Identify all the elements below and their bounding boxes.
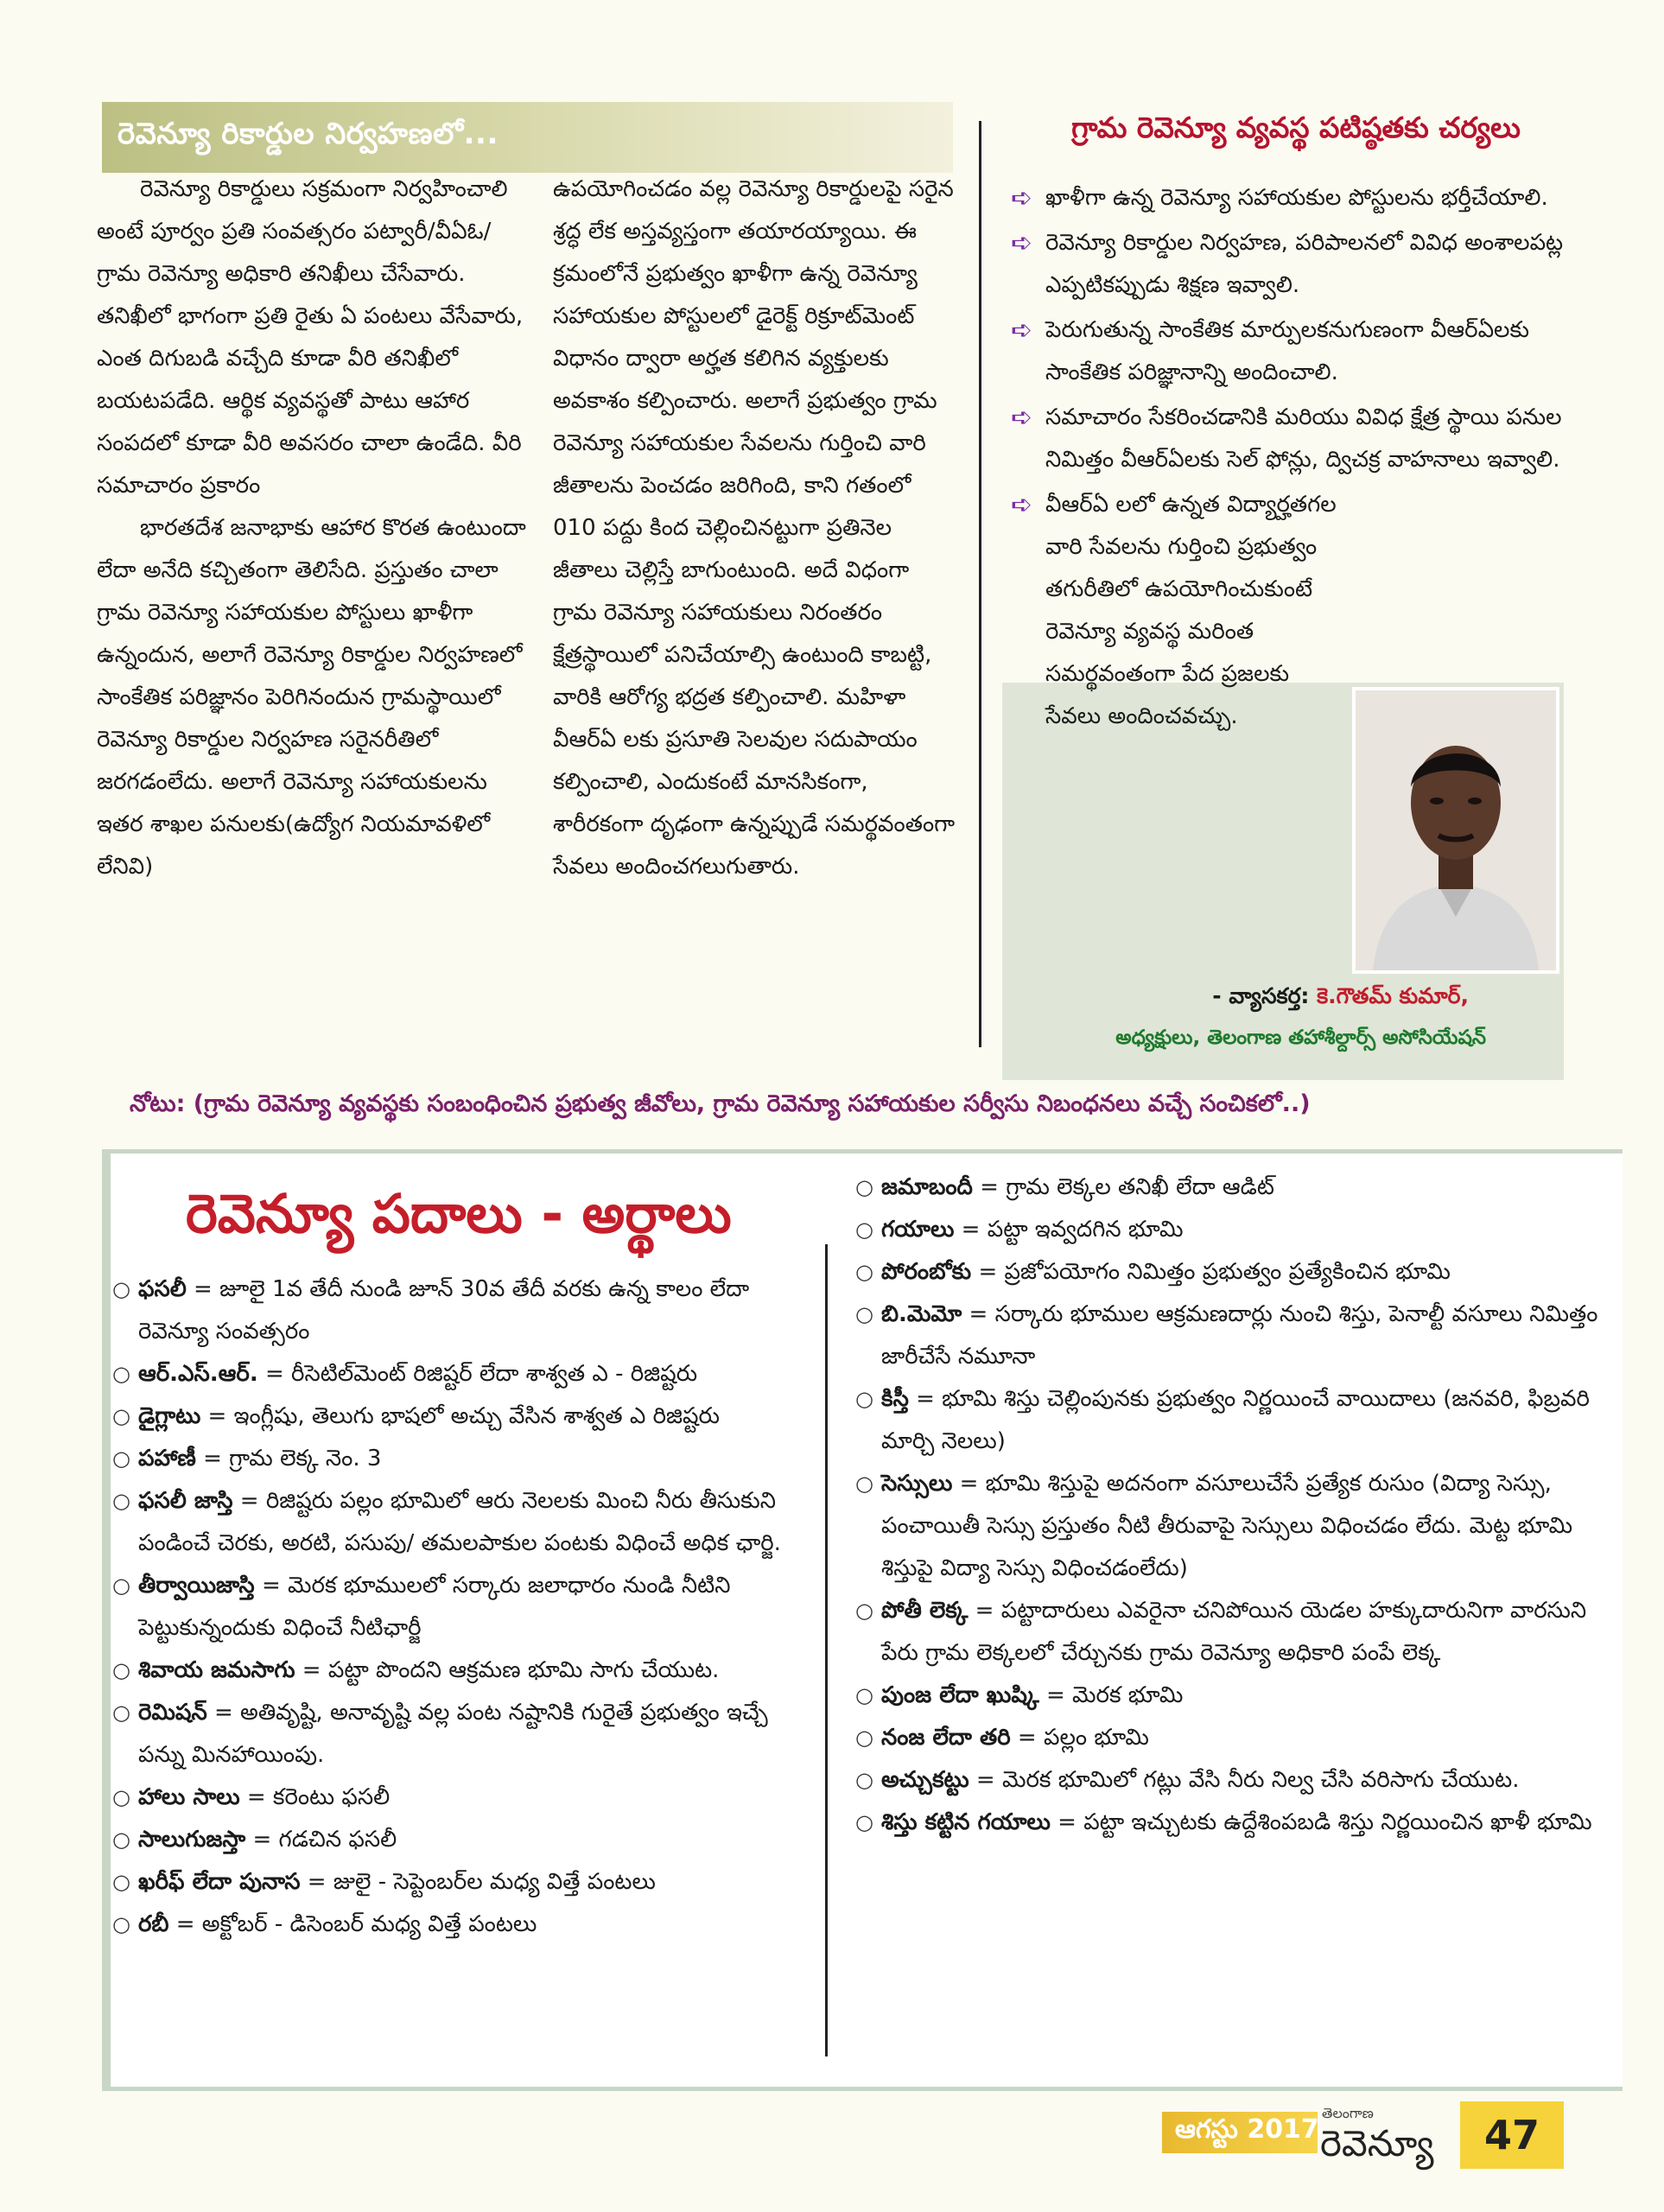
glossary-item: ○ సెస్సులు = భూమి శిస్తుపై అదనంగా వసూలుచేసే ప్రత్యేక రుసుం (విద్యా సెస్సు, పంచాయితీ సెస్సు ప్రస్తుతం నీటి తీరువాపై సెస్సులు విధించడం లేదు. మెట్ట భూమి శిస్తుపై విద్యా సెస్సు విధించడంలేదు) — [855, 1463, 1598, 1590]
article-column-1 — [97, 168, 529, 888]
column-divider — [979, 121, 981, 1047]
bullet-icon: ○ — [855, 1217, 873, 1242]
list-item: ➪ సమాచారం సేకరించడానికి మరియు వివిధ క్షేత్ర స్థాయి పనుల నిమిత్తం వీఆర్‌ఏలకు సెల్ ఫోన్లు, ద్విచక్ర వాహనాలు ఇవ్వాలి. — [1011, 397, 1572, 481]
author-byline: - వ్యాసకర్త: కె.గౌతమ్ కుమార్, — [1212, 983, 1469, 1008]
arrow-icon: ➪ — [1011, 490, 1033, 520]
article-paragraph: ఉపయోగించడం వల్ల రెవెన్యూ రికార్డులపై సరైన శ్రద్ధ లేక అస్తవ్యస్తంగా తయారయ్యాయి. ఈ క్రమంలోనే ప్రభుత్వం ఖాళీగా ఉన్న రెవెన్యూ సహాయకుల పోస్టులలో డైరెక్ట్ రిక్రూట్‌మెంట్ విధానం ద్వారా అర్హత కలిగిన వ్యక్తులకు అవకాశం కల్పించారు. అలాగే ప్రభుత్వం గ్రామ రెవెన్యూ సహాయకుల సేవలను గుర్తించి వారి జీతాలను పెంచడం జరిగింది, కాని గతంలో 010 పద్దు కింద చెల్లించినట్టుగా ప్రతినెల జీతాలు చెల్లిస్తే బాగుంటుంది. అదే విధంగా గ్రామ రెవెన్యూ సహాయకులు నిరంతరం క్షేత్రస్థాయిలో పనిచేయాల్సి ఉంటుంది కాబట్టి, వారికి ఆరోగ్య భద్రత కల్పించాలి. మహిళా వీఆర్‌ఏ లకు ప్రసూతి సెలవుల సదుపాయం కల్పించాలి, ఎందుకంటే మానసికంగా, శారీరకంగా దృఢంగా ఉన్నప్పుడే సమర్థవంతంగా సేవలు అందించగలుగుతారు. — [553, 176, 956, 880]
section-title: రెవెన్యూ రికార్డుల నిర్వహణలో... — [117, 117, 499, 151]
glossary-item: ○ ఆర్.ఎస్.ఆర్. = రీసెటిల్‌మెంట్ రిజిష్టర్ లేదా శాశ్వత ఎ - రిజిష్టరు — [112, 1353, 803, 1395]
issue-date: ఆగస్టు 2017 — [1175, 2114, 1319, 2145]
bullet-icon: ○ — [112, 1573, 130, 1598]
glossary-item: ○ పోతీ లెక్క = పట్టాదారులు ఎవరైనా చనిపోయిన యెడల హక్కుదారునిగా వారసుని పేరు గ్రామ లెక్కలలో చేర్చునకు గ్రామ రెవెన్యూ అధికారి పంపే లెక్క — [855, 1590, 1598, 1675]
glossary-item: ○ నంజ లేదా తరి = పల్లం భూమి — [855, 1717, 1598, 1759]
glossary-item: ○ హాలు సాలు = కరెంటు ఫసలీ — [112, 1777, 803, 1819]
bullet-icon: ○ — [855, 1260, 873, 1284]
list-item: ➪ రెవెన్యూ రికార్డుల నిర్వహణ, పరిపాలనలో వివిధ అంశాలపట్ల ఎప్పటికప్పుడు శిక్షణ ఇవ్వాలి. — [1011, 222, 1572, 307]
glossary-item: ○ జమాబందీ = గ్రామ లెక్కల తనిఖీ లేదా ఆడిట్ — [855, 1166, 1598, 1209]
glossary-item: ○ కిస్తీ = భూమి శిస్తు చెల్లింపునకు ప్రభుత్వం నిర్ణయించే వాయిదాలు (జనవరి, ఫిబ్రవరి మార్చి నెలలు) — [855, 1378, 1598, 1463]
bullet-icon: ○ — [855, 1387, 873, 1411]
glossary-item: ○ గయాలు = పట్టా ఇవ్వదగిన భూమి — [855, 1209, 1598, 1251]
magazine-brand: రెవెన్యూ — [1320, 2122, 1434, 2164]
bullet-icon: ○ — [112, 1785, 130, 1809]
bullet-icon: ○ — [112, 1827, 130, 1852]
article-column-2 — [553, 168, 959, 888]
glossary-item: ○ రెమిషన్ = అతివృష్టి, అనావృష్టి వల్ల పంట నష్టానికి గురైతే ప్రభుత్వం ఇచ్చే పన్ను మినహాయింపు. — [112, 1692, 803, 1777]
list-item: ➪ వీఆర్‌ఏ లలో ఉన్నత విద్యార్హతగల వారి సేవలను గుర్తించి ప్రభుత్వం తగురీతిలో ఉపయోగించుకుంటే రెవెన్యూ వ్యవస్థ మరింత సమర్థవంతంగా పేద ప్రజలకు సేవలు అందించవచ్చు. — [1011, 484, 1343, 738]
glossary-left-column — [112, 1268, 803, 1946]
glossary-divider — [825, 1244, 828, 2056]
bullet-icon: ○ — [112, 1277, 130, 1301]
article-paragraph: రెవెన్యూ రికార్డులు సక్రమంగా నిర్వహించాలి అంటే పూర్వం ప్రతి సంవత్సరం పట్వారీ/వీఏఓ/గ్రామ రెవెన్యూ అధికారి తనిఖీలు చేసేవారు. తనిఖీలో భాగంగా ప్రతి రైతు ఏ పంటలు వేసేవారు, ఎంత దిగుబడి వచ్చేది కూడా వీరి తనిఖీలో బయటపడేది. ఆర్థిక వ్యవస్థతో పాటు ఆహార సంపదలో కూడా వీరి అవసరం చాలా ఉండేది. వీరి సమాచారం ప్రకారం — [97, 176, 524, 499]
page-number: 47 — [1460, 2101, 1564, 2169]
bullet-icon: ○ — [112, 1912, 130, 1936]
glossary-item: ○ సాలుగుజస్తా = గడచిన ఫసలీ — [112, 1819, 803, 1861]
glossary-item: ○ పుంజ లేదా ఖుష్కి = మెరక భూమి — [855, 1675, 1598, 1717]
bullet-icon: ○ — [855, 1599, 873, 1623]
author-role: అధ్యక్షులు, తెలంగాణ తహాశీల్దార్స్ అసోసియేషన్ — [1115, 1027, 1486, 1049]
glossary-item: ○ శివాయ జమసాగు = పట్టా పొందని ఆక్రమణ భూమి సాగు చేయుట. — [112, 1649, 803, 1692]
bullet-icon: ○ — [855, 1471, 873, 1496]
glossary-right-column — [855, 1166, 1598, 1844]
bullet-icon: ○ — [112, 1362, 130, 1386]
glossary-item: ○ ఫసలీ జాస్తి = రిజిష్టరు పల్లం భూమిలో ఆరు నెలలకు మించి నీరు తీసుకుని పండించే చెరకు, అరటి, పసుపు/ తమలపాకుల పంటకు విధించే అధిక ఛార్జి. — [112, 1480, 803, 1565]
note: నోటు: (గ్రామ రెవెన్యూ వ్యవస్థకు సంబంధించిన ప్రభుత్వ జీవోలు, గ్రామ రెవెన్యూ సహాయకుల సర్వీసు నిబంధనలు వచ్చే సంచికలో..) — [130, 1090, 1311, 1117]
article-paragraph: భారతదేశ జనాభాకు ఆహార కొరత ఉంటుందా లేదా అనేది కచ్చితంగా తెలిసేది. ప్రస్తుతం చాలా గ్రామ రెవెన్యూ సహాయకుల పోస్టులు ఖాళీగా ఉన్నందున, అలాగే రెవెన్యూ రికార్డుల నిర్వహణలో సాంకేతిక పరిజ్ఞానం పెరిగినందున గ్రామస్థాయిలో రెవెన్యూ రికార్డుల నిర్వహణ సరైనరీతిలో జరగడంలేదు. అలాగే రెవెన్యూ సహాయకులను ఇతర శాఖల పనులకు(ఉద్యోగ నియమావళిలో లేనివి) — [97, 515, 526, 880]
glossary-border — [102, 1149, 111, 2091]
bullet-icon: ○ — [855, 1810, 873, 1834]
glossary-item: ○ బి.మెమో = సర్కారు భూముల ఆక్రమణదార్లు నుంచి శిస్తు, పెనాల్టీ వసూలు నిమిత్తం జారీచేసే నమూనా — [855, 1294, 1598, 1378]
bullet-icon: ○ — [112, 1446, 130, 1471]
glossary-item: ○ పోరంబోకు = ప్రజోపయోగం నిమిత్తం ప్రభుత్వం ప్రత్యేకించిన భూమి — [855, 1251, 1598, 1294]
author-name: కె.గౌతమ్ కుమార్, — [1317, 983, 1469, 1008]
glossary-item: ○ తీర్వాయిజాస్తి = మెరక భూములలో సర్కారు జలాధారం నుండి నీటిని పెట్టుకున్నందుకు విధించే నీటిఛార్జీ — [112, 1565, 803, 1649]
arrow-icon: ➪ — [1011, 403, 1033, 433]
glossary-title: రెవెన్యూ పదాలు - అర్థాలు — [186, 1182, 732, 1245]
arrow-icon: ➪ — [1011, 315, 1033, 346]
bullet-icon: ○ — [112, 1489, 130, 1513]
glossary-item: ○ పహాణీ = గ్రామ లెక్క నెం. 3 — [112, 1438, 803, 1480]
glossary-item: ○ శిస్తు కట్టిన గయాలు = పట్టా ఇచ్చుటకు ఉద్దేశింపబడి శిస్తు నిర్ణయించిన ఖాళీ భూమి — [855, 1802, 1598, 1844]
measures-title: గ్రామ రెవెన్యూ వ్యవస్థ పటిష్ఠతకు చర్యలు — [1071, 111, 1521, 144]
glossary-item: ○ అచ్చుకట్టు = మెరక భూమిలో గట్లు వేసి నీరు నిల్వ చేసి వరిసాగు చేయుట. — [855, 1759, 1598, 1802]
bullet-icon: ○ — [855, 1302, 873, 1326]
bullet-icon: ○ — [112, 1404, 130, 1428]
glossary-item: ○ ఫసలీ = జూలై 1వ తేదీ నుండి జూన్ 30వ తేదీ వరకు ఉన్న కాలం లేదా రెవెన్యూ సంవత్సరం — [112, 1268, 803, 1353]
author-photo — [1352, 687, 1559, 974]
glossary-item: ○ ఖరీఫ్ లేదా పునాస = జులై - సెప్టెంబర్‌ల మధ్య విత్తే పంటలు — [112, 1861, 803, 1904]
bullet-icon: ○ — [855, 1175, 873, 1199]
bullet-icon: ○ — [855, 1726, 873, 1750]
bullet-icon: ○ — [112, 1700, 130, 1725]
arrow-icon: ➪ — [1011, 183, 1033, 213]
arrow-icon: ➪ — [1011, 228, 1033, 258]
list-item: ➪ పెరుగుతున్న సాంకేతిక మార్పులకనుగుణంగా వీఆర్‌ఏలకు సాంకేతిక పరిజ్ఞానాన్ని అందించాలి. — [1011, 309, 1572, 394]
bullet-icon: ○ — [855, 1768, 873, 1792]
glossary-item: ○ రబీ = అక్టోబర్ - డిసెంబర్ మధ్య విత్తే పంటలు — [112, 1904, 803, 1946]
glossary-item: ○ డైగ్లాటు = ఇంగ్లీషు, తెలుగు భాషలో అచ్చు వేసిన శాశ్వత ఎ రిజిష్టరు — [112, 1395, 803, 1438]
magazine-brand-small: తెలంగాణ — [1322, 2105, 1374, 2121]
bullet-icon: ○ — [855, 1683, 873, 1707]
bullet-icon: ○ — [112, 1658, 130, 1682]
section-banner — [102, 102, 953, 173]
measures-list — [1011, 177, 1572, 741]
bullet-icon: ○ — [112, 1870, 130, 1894]
list-item: ➪ ఖాళీగా ఉన్న రెవెన్యూ సహాయకుల పోస్టులను భర్తీచేయాలి. — [1011, 177, 1572, 219]
